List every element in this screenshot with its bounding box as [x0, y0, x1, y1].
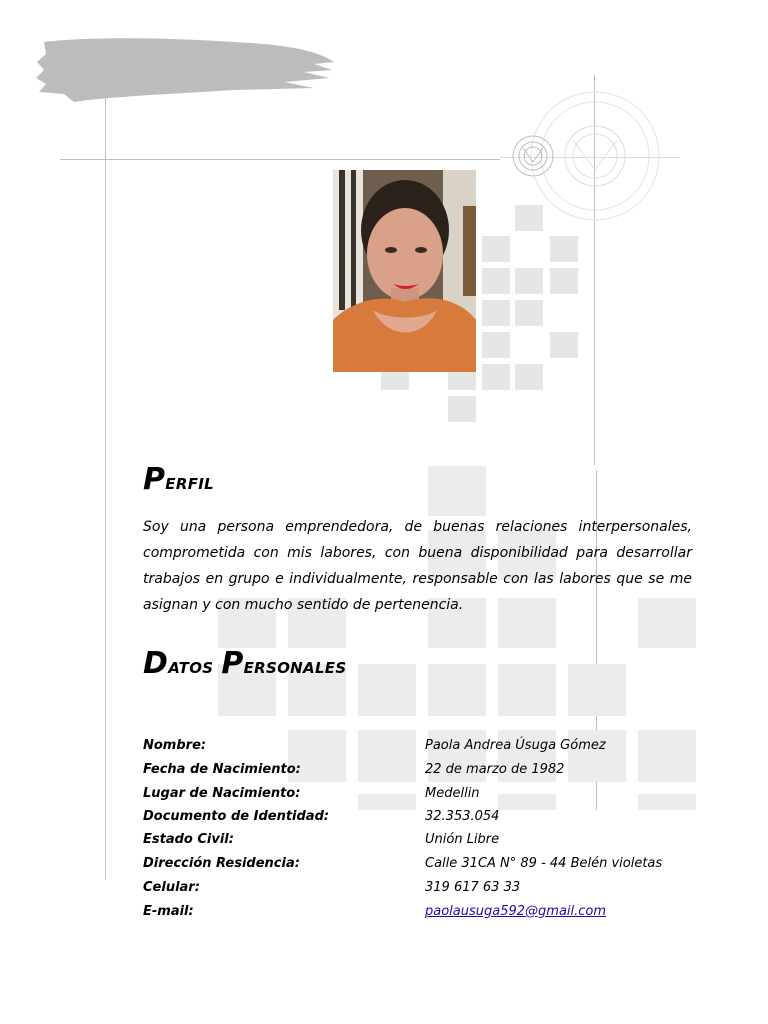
field-label: E-mail: [143, 904, 194, 919]
field-label: Nombre: [143, 738, 207, 753]
personal-data-heading-initial-1: D [143, 646, 169, 681]
field-row-email [143, 904, 703, 928]
email-link[interactable]: paolausuga592@gmail.com [425, 904, 607, 919]
decor-square [482, 364, 510, 390]
field-label: Estado Civil: [143, 832, 234, 847]
decor-square [482, 236, 510, 262]
personal-data-heading [143, 646, 346, 681]
decor-square [515, 300, 543, 326]
profile-heading-initial: P [143, 462, 166, 497]
field-label: Dirección Residencia: [143, 856, 300, 871]
decor-square [428, 664, 486, 716]
decor-square [550, 236, 578, 262]
field-value: Medellin [425, 786, 480, 801]
field-label: Celular: [143, 880, 200, 895]
field-row-id-document [143, 809, 703, 833]
decor-square [498, 664, 556, 716]
decor-square [515, 268, 543, 294]
decor-vertical-line-left [105, 90, 106, 880]
personal-data-heading-initial-2: P [221, 646, 244, 681]
decor-square [428, 466, 486, 516]
field-value: 32.353.054 [425, 809, 500, 824]
profile-text: Soy una persona emprendedora, de buenas relaciones interpersonales, comprometida con mis labores, con buena disponibilidad para desarrollar trabajos en grupo e individualmente, responsable con las labores que se me asignan y con mucho sentido de pertenencia. [143, 519, 692, 613]
decor-square [482, 300, 510, 326]
field-row-birth-place [143, 786, 703, 810]
decor-square [482, 268, 510, 294]
decor-square [358, 664, 416, 716]
field-row-birth-date [143, 762, 703, 786]
field-value: Paola Andrea Úsuga Gómez [425, 738, 606, 753]
brush-stroke-decoration [34, 34, 339, 106]
field-value: Unión Libre [425, 832, 500, 847]
field-value: 22 de marzo de 1982 [425, 762, 565, 777]
decor-square [515, 205, 543, 231]
decor-horizontal-line [60, 159, 500, 160]
decor-square [550, 332, 578, 358]
decor-square [448, 372, 476, 390]
field-label: Fecha de Nacimiento: [143, 762, 301, 777]
decor-square [550, 268, 578, 294]
field-row-mobile [143, 880, 703, 904]
field-label: Lugar de Nacimiento: [143, 786, 301, 801]
field-row-address [143, 856, 703, 880]
field-value: 319 617 63 33 [425, 880, 521, 895]
personal-data-heading-rest-2: ersonales [243, 654, 347, 679]
field-row-civil-status [143, 832, 703, 856]
personal-data-heading-rest-1: atos [168, 654, 222, 679]
profile-heading-rest: erfil [165, 470, 214, 495]
field-value: Calle 31CA N° 89 - 44 Belén violetas [425, 856, 663, 871]
decor-square [448, 396, 476, 422]
decor-square [568, 664, 626, 716]
decor-square [515, 364, 543, 390]
decor-square [482, 332, 510, 358]
field-row-name [143, 738, 703, 762]
profile-heading [143, 462, 214, 497]
field-label: Documento de Identidad: [143, 809, 330, 824]
profile-photo [333, 170, 476, 372]
decor-square [381, 372, 409, 390]
